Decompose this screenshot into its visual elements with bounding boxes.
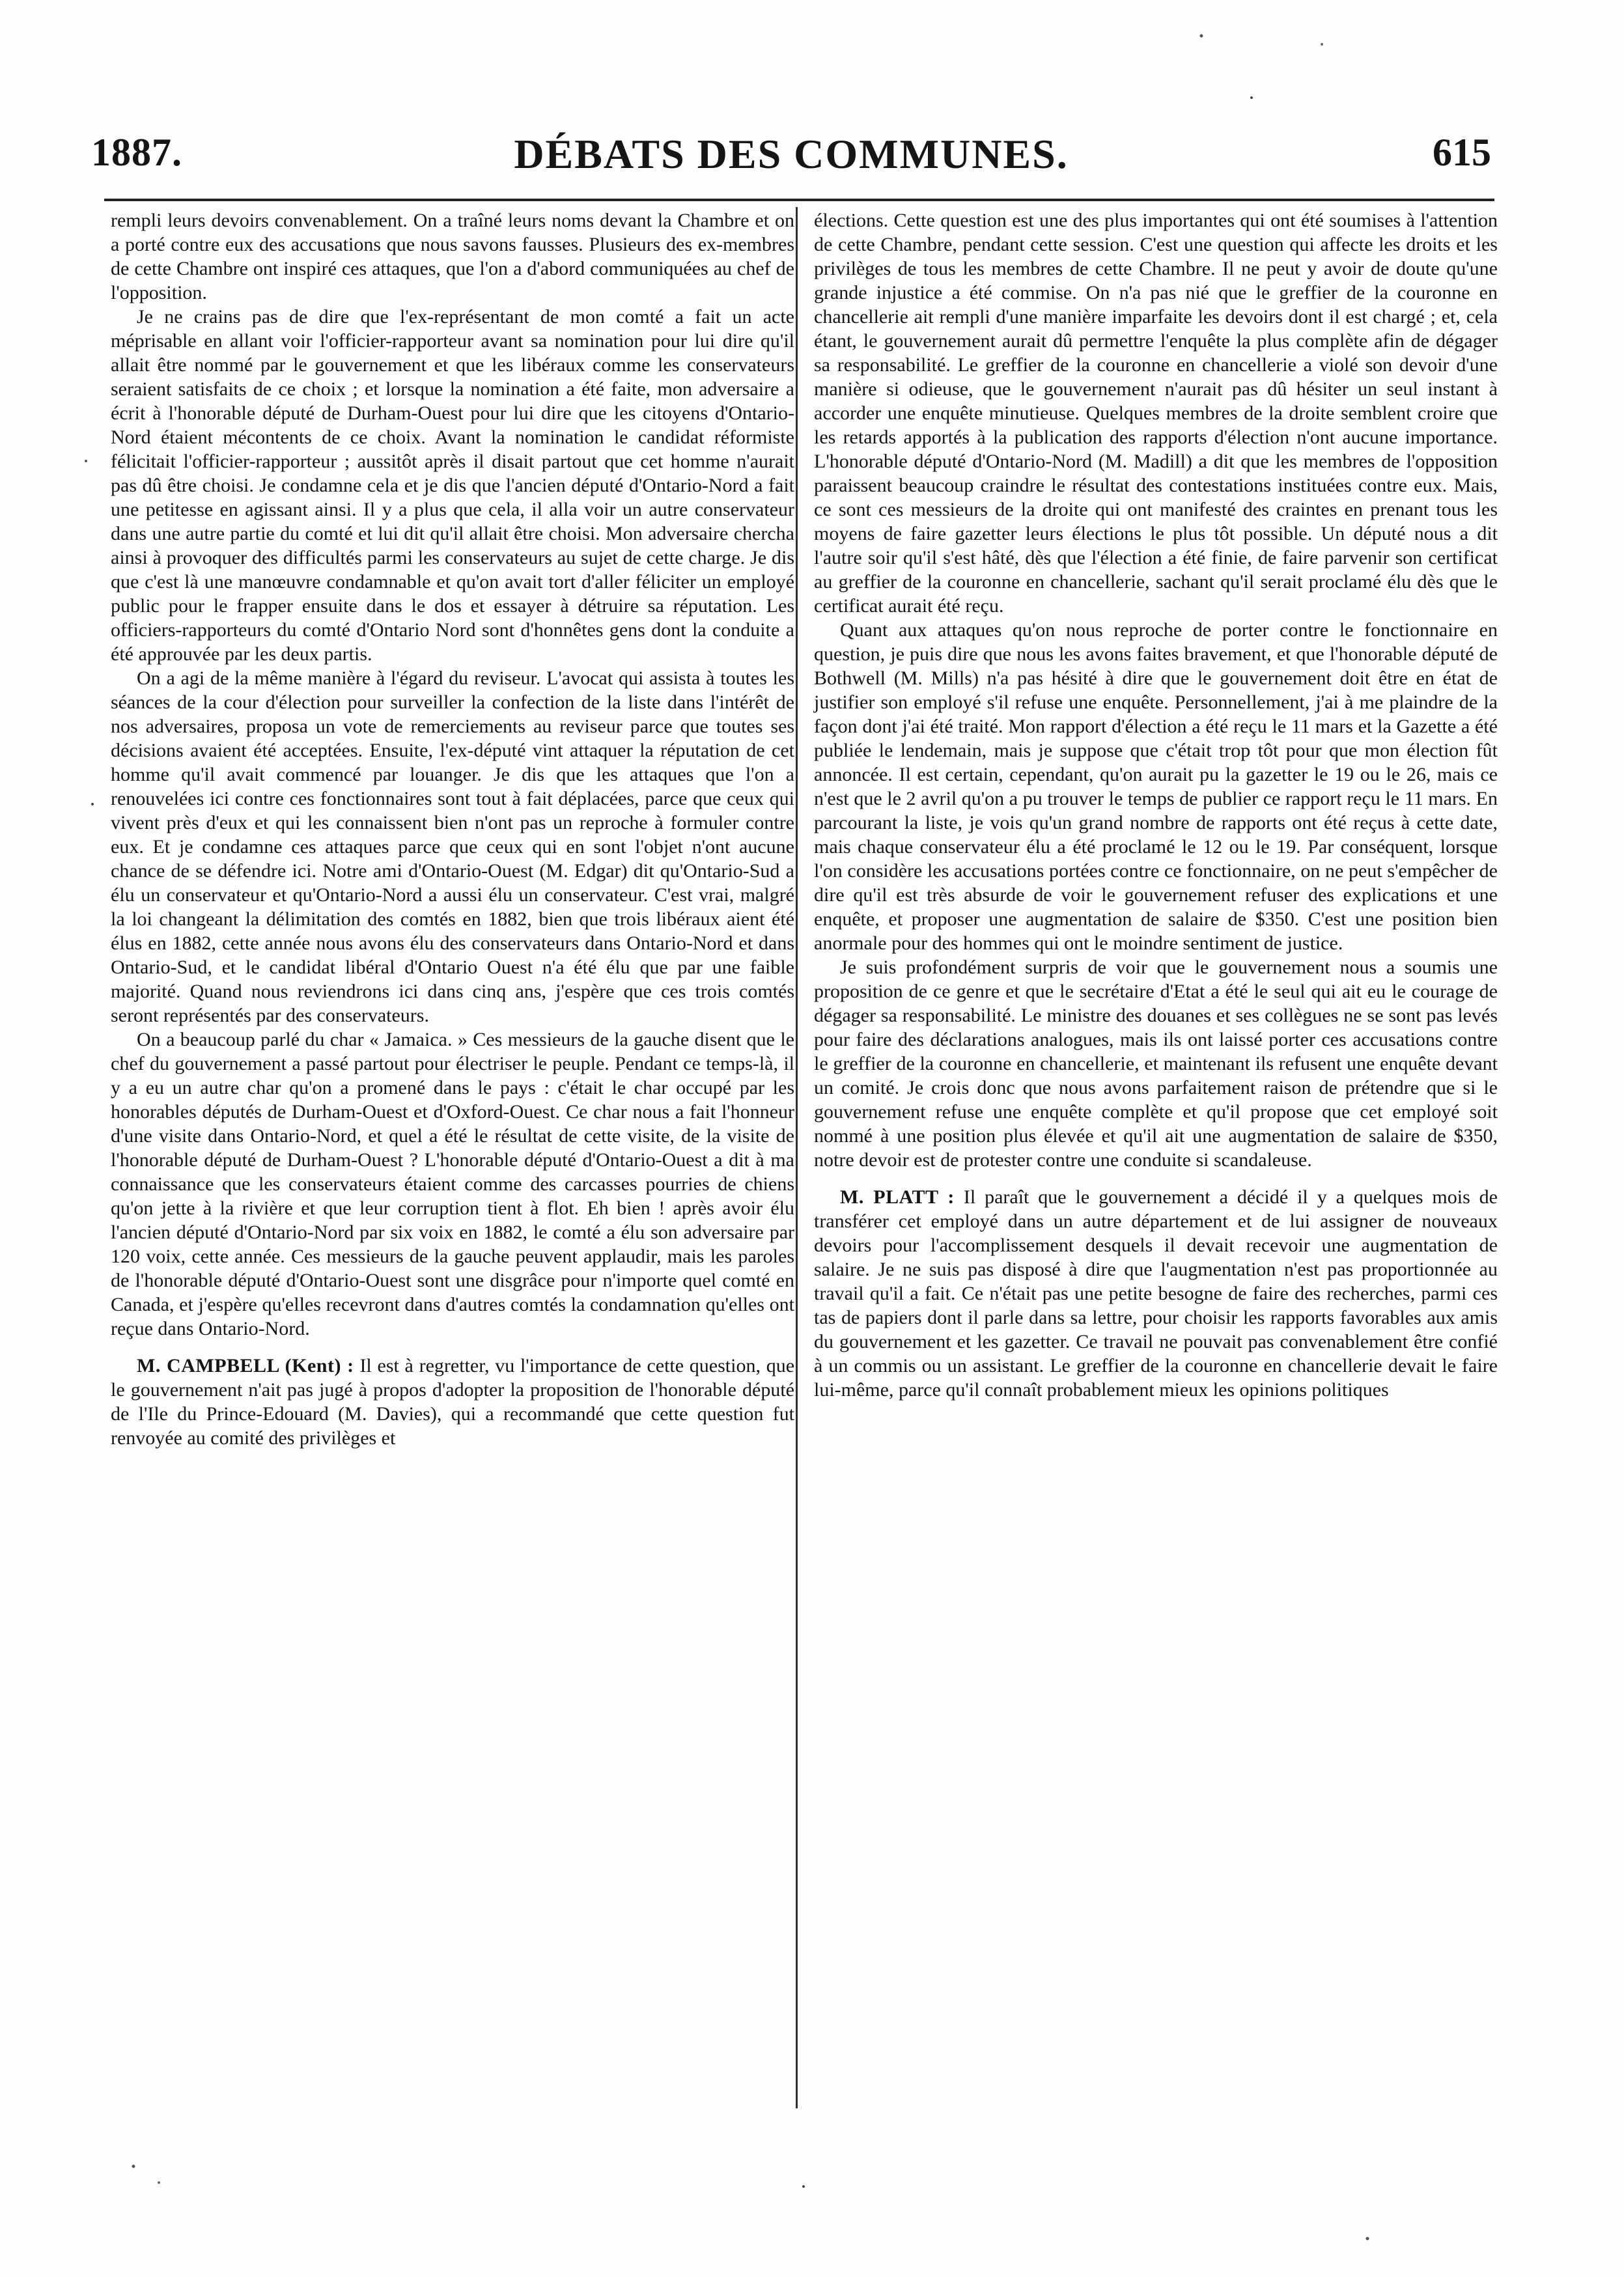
column-divider [796, 207, 798, 2108]
header-year: 1887. [91, 131, 182, 174]
left-speech-paragraph [111, 1354, 794, 1450]
speaker-name: M. CAMPBELL (Kent) : [137, 1355, 354, 1376]
right-paragraph-3: Je suis profondément surpris de voir que le gouvernement nous a soumis une proposition de ce genre et que le secrétaire d'Etat a été le seul qui ait eu le courage de dégager sa responsabilité. Le ministre des douanes et ses collègues ne se sont pas levés pour faire des déclarations analogues, mais ils ont laissé porter ces accusations contre le greffier de la couronne en chancellerie, et maintenant ils refusent une enquête devant un comité. Je crois donc que nous avons parfaitement raison de prétendre que si le gouvernement refuse une enquête complète et qu'il propose que cet employé soit nommé à une position plus élevée et qu'il ait une augmentation de salaire de $350, notre devoir est de protester contre une conduite si scandaleuse. [814, 957, 1498, 1171]
ink-speck [91, 803, 94, 805]
right-paragraph-2: Quant aux attaques qu'on nous reproche de porter contre le fonctionnaire en question, je puis dire que nous les avons faites bravement, et que l'honorable député de Bothwell (M. Mills) n'a pas hésité à dire que le gouvernement doit être en état de justifier son employé s'il refuse une enquête. Personnellement, j'ai à me plaindre de la façon dont j'ai été traité. Mon rapport d'élection a été reçu le 11 mars et la Gazette a été publiée le lendemain, mais je suppose que c'était trop tôt pour que mon élection fût annoncée. Il est certain, cependant, qu'on aurait pu la gazetter le 19 ou le 26, mais ce n'est que le 2 avril qu'on a pu trouver le temps de publier ce rapport reçu le 11 mars. En parcourant la liste, je vois qu'un grand nombre de rapports ont été reçus à cette date, mais chaque conservateur élu a été proclamé le 12 ou le 19. Par conséquent, lorsque l'on considère les accusations portées contre ce fonctionnaire, on ne peut s'empêcher de dire qu'il est très absurde de voir le gouvernement refuser des explications et une enquête, et proposer une augmentation de salaire de $350. C'est une position bien anormale pour des hommes qui ont le moindre sentiment de justice. [814, 619, 1498, 954]
ink-speck [1321, 43, 1323, 46]
left-paragraph-2: Je ne crains pas de dire que l'ex-représentant de mon comté a fait un acte méprisable en allant voir l'officier-rapporteur avant sa nomination pour lui dire qu'il allait être nommé par le gouvernement et que les libéraux comme les conservateurs seraient satisfaits de ce choix ; et lorsque la nomination a été faite, mon adversaire a écrit à l'honorable député de Durham-Ouest pour lui dire que les citoyens d'Ontario-Nord étaient mécontents de ce choix. Avant la nomination le candidat réformiste félicitait l'officier-rapporteur ; aussitôt après il disait partout que cet homme n'aurait pas dû être choisi. Je condamne cela et je dis que l'ancien député d'Ontario-Nord a fait une petitesse en agissant ainsi. Il y a plus que cela, il alla voir un autre conservateur dans une autre partie du comté et lui dit qu'il allait être choisi. Mon adversaire chercha ainsi à provoquer des difficultés parmi les conservateurs au sujet de cette charge. Je dis que c'est là une manœuvre condamnable et qu'on avait tort d'aller féliciter un employé public pour le frapper ensuite dans le dos et essayer à détruire sa réputation. Les officiers-rapporteurs du comté d'Ontario Nord sont d'honnêtes gens dont la conduite a été approuvée par les deux partis. [111, 306, 794, 665]
left-paragraph-1: rempli leurs devoirs convenablement. On a traîné leurs noms devant la Chambre et on a porté contre eux des accusations que nous savons fausses. Plusieurs des ex-membres de cette Chambre ont inspiré ces attaques, que l'on a d'abord communiquées au chef de l'opposition. [111, 210, 794, 303]
ink-speck [85, 460, 87, 462]
speaker-name: M. PLATT : [840, 1186, 955, 1208]
page-number: 615 [1433, 131, 1491, 174]
left-column [111, 208, 794, 1450]
ink-speck [1250, 96, 1253, 99]
right-column [814, 208, 1498, 1402]
header-title: DÉBATS DES COMMUNES. [514, 131, 1069, 177]
header-rule [104, 199, 1494, 201]
left-paragraph-3: On a agi de la même manière à l'égard du reviseur. L'avocat qui assista à toutes les séances de la cour d'élection pour surveiller la confection de la liste dans l'intérêt de nos adversaires, proposa un vote de remerciements au reviseur parce que toutes ses décisions avaient été acceptées. Ensuite, l'ex-député vint attaquer la réputation de cet homme qu'il avait commencé par louanger. Je dis que les attaques que l'on a renouvelées ici contre ces fonctionnaires sont tout à fait déplacées, parce que ceux qui vivent près d'eux et qui les connaissent bien n'ont pas un reproche à formuler contre eux. Et je condamne ces attaques parce que ceux qui en sont l'objet n'ont aucune chance de se défendre ici. Notre ami d'Ontario-Ouest (M. Edgar) dit qu'Ontario-Sud a élu un conservateur et qu'Ontario-Nord a aussi élu un conservateur. C'est vrai, malgré la loi changeant la délimitation des comtés en 1882, bien que trois libéraux aient été élus en 1882, cette année nous avons élu des conservateurs dans Ontario-Nord et dans Ontario-Sud, et le candidat libéral d'Ontario Ouest n'a été élu que par une faible majorité. Quand nous reviendrons ici dans cinq ans, j'espère que ces trois comtés seront représentés par des conservateurs. [111, 667, 794, 1026]
ink-speck [1366, 2237, 1369, 2241]
ink-speck [802, 2185, 805, 2188]
speech-text: Il paraît que le gouvernement a décidé il y a quelques mois de transférer cet employé dans un autre département et de lui assigner de nouveaux devoirs pour l'accomplissement desquels il devait recevoir une augmentation de salaire. Je ne suis pas disposé à dire que l'augmentation n'est pas proportionnée au travail qu'il a fait. Ce n'était pas une petite besogne de faire des recherches, parmi ces tas de papiers dont il parle dans sa lettre, pour choisir les rapports favorables aux amis du gouvernement et les gazetter. Ce travail ne pouvait pas convenablement être confié à un commis ou un assistant. Le greffier de la couronne en chancellerie devait le faire lui-même, parce qu'il connaît probablement mieux les opinions politiques [814, 1186, 1498, 1401]
right-speech-paragraph [814, 1185, 1498, 1402]
page-header [91, 130, 1491, 202]
right-paragraph-1: élections. Cette question est une des plus importantes qui ont été soumises à l'attention de cette Chambre, pendant cette session. C'est une question qui affecte les droits et les privilèges de tous les membres de cette Chambre. Il ne peut y avoir de doute qu'une grande injustice a été commise. On n'a pas nié que le greffier de la couronne en chancellerie ait rempli d'une manière imparfaite les devoirs dont il est chargé ; et, cela étant, le gouvernement aurait dû permettre l'enquête la plus complète afin de dégager sa responsabilité. Le greffier de la couronne en chancellerie a violé son devoir d'une manière si odieuse, que le gouvernement n'aurait pas dû hésiter un seul instant à accorder une enquête minutieuse. Quelques membres de la droite semblent croire que les retards apportés à la publication des rapports d'élection n'ont aucune importance. L'honorable député d'Ontario-Nord (M. Madill) a dit que les membres de l'opposition paraissent beaucoup craindre le résultat des contestations instituées contre eux. Mais, ce sont ces messieurs de la droite qui ont manifesté des craintes en prenant tous les moyens de faire gazetter leurs élections le plus tôt possible. Un député nous a dit l'autre soir qu'il s'est hâté, dès que l'élection a été finie, de faire parvenir son certificat au greffier de la couronne en chancellerie, sachant qu'il serait proclamé élu dès que le certificat aurait été reçu. [814, 210, 1498, 617]
speech-text: Il est à regretter, vu l'importance de cette question, que le gouvernement n'ait pas jugé à propos d'adopter la proposition de l'honorable député de l'Ile du Prince-Edouard (M. Davies), qui a recommandé que cette question fut renvoyée au comité des privilèges et [111, 1355, 795, 1449]
left-paragraph-4: On a beaucoup parlé du char « Jamaica. » Ces messieurs de la gauche disent que le chef du gouvernement a passé partout pour électriser le peuple. Pendant ce temps-là, il y a eu un autre char qu'on a promené dans le pays : c'était le char occupé par les honorables députés de Durham-Ouest et d'Oxford-Ouest. Ce char nous a fait l'honneur d'une visite dans Ontario-Nord, et quel a été le résultat de cette visite, de la visite de l'honorable député de Durham-Ouest ? L'honorable député d'Ontario-Ouest a dit à ma connaissance que les conservateurs étaient comme des carcasses pourries de chiens qu'on jette à la rivière et que leur corruption tient à flot. Eh bien ! après avoir élu l'ancien député d'Ontario-Nord par six voix en 1882, le comté a élu son adversaire par 120 voix, cette année. Ces messieurs de la gauche peuvent applaudir, mais les paroles de l'honorable député d'Ontario-Ouest sont une disgrâce pour n'importe quel comté en Canada, et j'espère qu'elles recevront dans d'autres comtés la condamnation qu'elles ont reçue dans Ontario-Nord. [111, 1029, 794, 1339]
ink-speck [1200, 35, 1203, 38]
ink-speck [132, 2165, 135, 2168]
ink-speck [158, 2181, 160, 2184]
